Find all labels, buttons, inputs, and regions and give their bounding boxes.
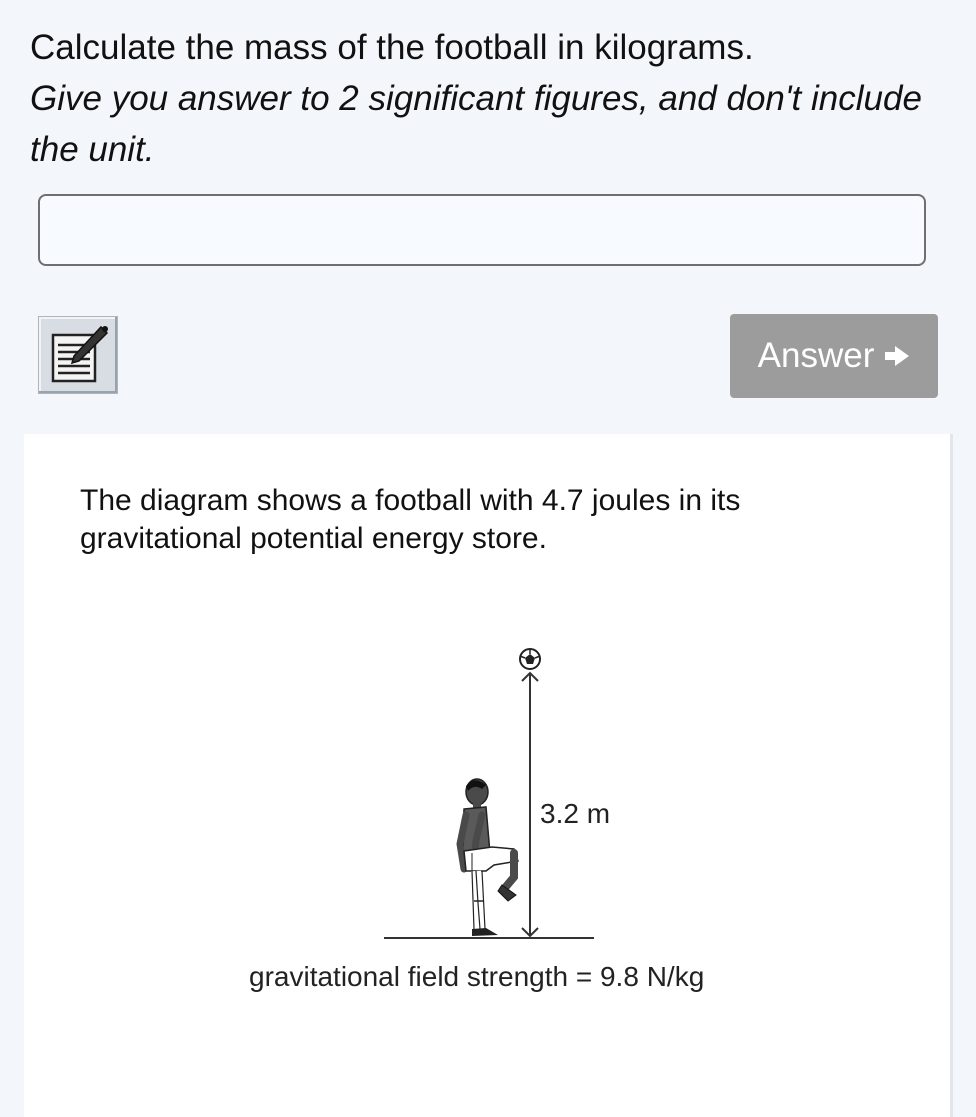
- arrow-right-icon: [884, 345, 910, 367]
- answer-input[interactable]: [38, 194, 926, 266]
- question-line-1: Calculate the mass of the football in kilograms.: [30, 28, 754, 67]
- answer-button-label: Answer: [757, 336, 875, 375]
- height-label: 3.2 m: [540, 798, 611, 829]
- answer-button[interactable]: [730, 314, 938, 398]
- notepad-button[interactable]: [38, 316, 118, 394]
- gravitational-field-strength-label: gravitational field strength = 9.8 N/kg: [249, 961, 705, 992]
- football-icon: [520, 649, 540, 669]
- info-description: The diagram shows a football with 4.7 joules in its gravitational potential energy store.: [80, 484, 741, 555]
- notepad-pencil-icon: [47, 323, 111, 389]
- question-text: [30, 22, 950, 175]
- question-line-2: Give you answer to 2 significant figures, and don't include the unit.: [30, 79, 922, 169]
- footballer-figure: [460, 779, 518, 936]
- info-panel: [24, 434, 953, 1117]
- height-arrow: [522, 673, 538, 936]
